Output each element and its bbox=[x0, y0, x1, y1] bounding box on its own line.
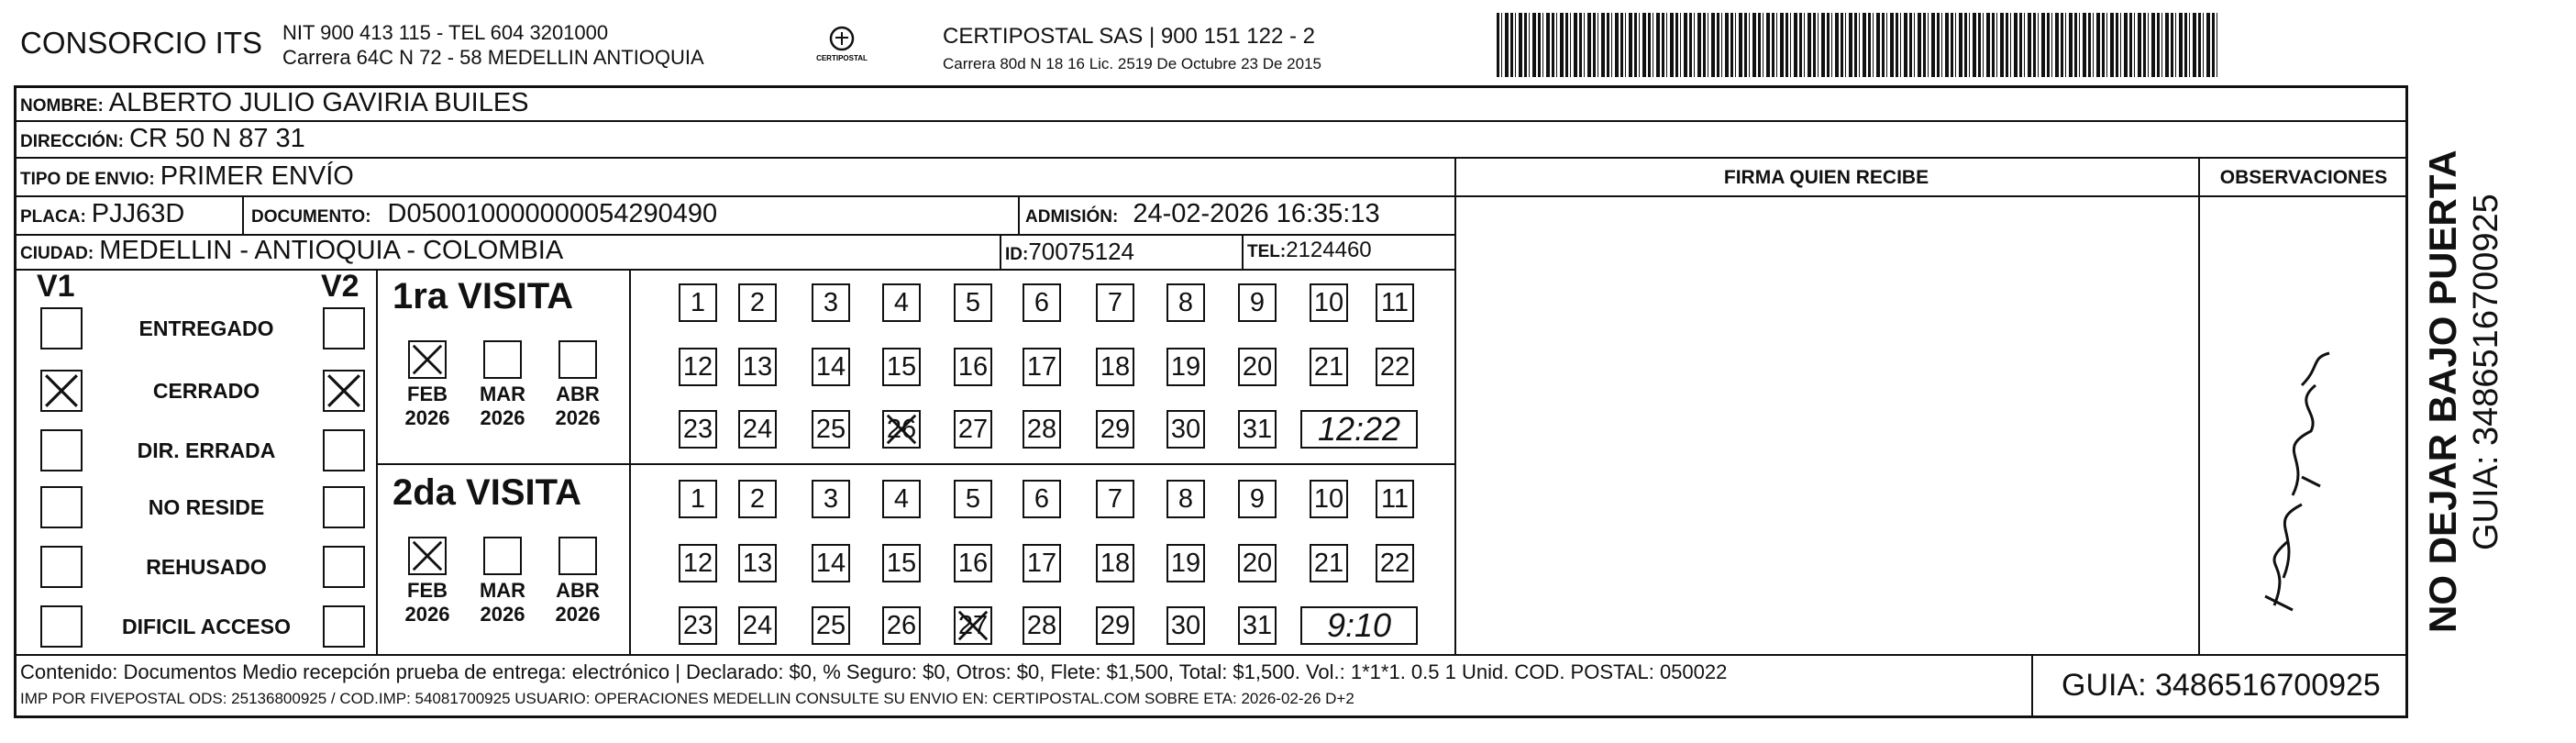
day-box[interactable] bbox=[1166, 544, 1205, 582]
day-box[interactable] bbox=[738, 348, 777, 386]
v1-checkbox[interactable] bbox=[40, 370, 83, 412]
day-number: 4 bbox=[893, 288, 910, 317]
visit-time[interactable]: 12:22 bbox=[1300, 410, 1418, 449]
field-ciudad bbox=[20, 236, 563, 266]
documento-label: DOCUMENTO: bbox=[251, 207, 371, 227]
day-number: 12 bbox=[682, 352, 713, 382]
day-number: 22 bbox=[1379, 549, 1410, 578]
admision-sep bbox=[1018, 195, 1020, 234]
month-checkbox[interactable] bbox=[483, 340, 522, 379]
month-label bbox=[473, 383, 532, 430]
day-number: 14 bbox=[815, 352, 846, 382]
day-number: 24 bbox=[742, 415, 773, 444]
col-header-line bbox=[1454, 195, 2407, 197]
day-box[interactable] bbox=[882, 348, 921, 386]
visit-label-sep bbox=[629, 269, 631, 654]
day-box[interactable] bbox=[1096, 544, 1134, 582]
day-box[interactable] bbox=[1238, 606, 1277, 645]
visit-time[interactable]: 9:10 bbox=[1300, 606, 1418, 645]
month-year: 2026 bbox=[480, 603, 525, 626]
ciudad-label: CIUDAD: bbox=[20, 244, 94, 263]
day-box[interactable] bbox=[1023, 606, 1061, 645]
company-name: CONSORCIO ITS bbox=[20, 26, 263, 60]
day-box[interactable] bbox=[1023, 348, 1061, 386]
visit-title: 2da VISITA bbox=[392, 472, 581, 513]
day-number: 15 bbox=[886, 352, 917, 382]
day-number: 27 bbox=[957, 611, 989, 640]
tipo-label: TIPO DE ENVIO: bbox=[20, 170, 155, 189]
day-number: 28 bbox=[1026, 611, 1057, 640]
day-box[interactable] bbox=[882, 544, 921, 582]
v2-header: V2 bbox=[321, 269, 359, 304]
day-number: 3 bbox=[823, 288, 839, 317]
tel-sep bbox=[1242, 234, 1244, 269]
day-number: 24 bbox=[742, 611, 773, 640]
day-box[interactable] bbox=[1310, 348, 1348, 386]
day-box[interactable] bbox=[812, 544, 850, 582]
nombre-label: NOMBRE: bbox=[20, 96, 104, 116]
day-number: 29 bbox=[1100, 611, 1131, 640]
day-box[interactable] bbox=[1096, 606, 1134, 645]
day-box[interactable] bbox=[1096, 410, 1134, 449]
field-tel bbox=[1247, 238, 1372, 263]
day-box[interactable] bbox=[1238, 480, 1277, 518]
row-sep-1 bbox=[14, 120, 2407, 122]
month-year: 2026 bbox=[480, 406, 525, 429]
day-number: 4 bbox=[893, 484, 910, 514]
day-number: 31 bbox=[1242, 611, 1273, 640]
month-checkbox[interactable] bbox=[558, 537, 597, 575]
day-number: 11 bbox=[1380, 288, 1410, 317]
footer-imp: IMP POR FIVEPOSTAL ODS: 25136800925 / COD.IMP: 54081700925 USUARIO: OPERACIONES MEDELLIN CONSULTE SU ENVIO EN: CERTIPOSTAL.COM SOBRE ETA: 2026-02-26 D+2 bbox=[20, 690, 1354, 707]
status-label: CERRADO bbox=[152, 379, 260, 403]
day-box[interactable] bbox=[882, 410, 921, 449]
day-box[interactable] bbox=[1238, 544, 1277, 582]
day-box[interactable] bbox=[1238, 410, 1277, 449]
side-guia: GUIA: 3486516700925 bbox=[2467, 194, 2505, 550]
day-box[interactable] bbox=[679, 480, 717, 518]
day-number: 5 bbox=[965, 484, 981, 514]
frame-left bbox=[14, 85, 17, 718]
month-checkbox[interactable] bbox=[483, 537, 522, 575]
day-box[interactable] bbox=[1096, 283, 1134, 322]
day-box[interactable] bbox=[882, 283, 921, 322]
v1-checkbox[interactable] bbox=[40, 546, 83, 588]
placa-label: PLACA: bbox=[20, 207, 86, 227]
month-label bbox=[548, 383, 607, 430]
day-box[interactable] bbox=[1023, 544, 1061, 582]
admision-value: 24-02-2026 16:35:13 bbox=[1133, 199, 1380, 228]
month-label bbox=[548, 579, 607, 627]
day-box[interactable] bbox=[1310, 544, 1348, 582]
tipo-value: PRIMER ENVÍO bbox=[160, 161, 354, 191]
day-box[interactable] bbox=[954, 480, 992, 518]
status-label: NO RESIDE bbox=[148, 495, 265, 519]
day-box[interactable] bbox=[954, 348, 992, 386]
day-box[interactable] bbox=[679, 348, 717, 386]
day-number: 9 bbox=[1249, 288, 1266, 317]
day-number: 26 bbox=[886, 415, 917, 444]
day-number: 30 bbox=[1170, 415, 1201, 444]
observaciones-header: OBSERVACIONES bbox=[2219, 167, 2388, 188]
day-number: 11 bbox=[1380, 484, 1410, 514]
day-box[interactable] bbox=[679, 283, 717, 322]
day-number: 8 bbox=[1177, 484, 1194, 514]
day-number: 5 bbox=[965, 288, 981, 317]
field-nombre bbox=[20, 88, 529, 118]
day-number: 7 bbox=[1107, 288, 1123, 317]
day-number: 1 bbox=[690, 288, 706, 317]
day-box[interactable] bbox=[812, 348, 850, 386]
id-sep bbox=[1000, 234, 1001, 269]
month-year: 2026 bbox=[404, 406, 450, 429]
day-number: 6 bbox=[1034, 484, 1050, 514]
row-sep-footer bbox=[14, 654, 2407, 656]
day-number: 28 bbox=[1026, 415, 1057, 444]
day-number: 25 bbox=[815, 415, 846, 444]
day-box[interactable] bbox=[954, 283, 992, 322]
day-number: 29 bbox=[1100, 415, 1131, 444]
day-box[interactable] bbox=[812, 410, 850, 449]
tel-value: 2124460 bbox=[1286, 238, 1372, 262]
day-number: 23 bbox=[682, 611, 713, 640]
month-name: MAR bbox=[479, 383, 526, 405]
month-name: FEB bbox=[407, 383, 448, 405]
day-number: 25 bbox=[815, 611, 846, 640]
status-label: DIR. ERRADA bbox=[137, 438, 276, 462]
day-number: 1 bbox=[690, 484, 706, 514]
month-checkbox[interactable] bbox=[558, 340, 597, 379]
day-box[interactable] bbox=[1376, 348, 1414, 386]
day-box[interactable] bbox=[954, 410, 992, 449]
month-year: 2026 bbox=[555, 603, 601, 626]
month-year: 2026 bbox=[555, 406, 601, 429]
field-direccion bbox=[20, 124, 305, 154]
day-number: 19 bbox=[1170, 549, 1201, 578]
row-sep-3 bbox=[14, 195, 1455, 197]
month-label bbox=[473, 579, 532, 627]
month-checkbox[interactable] bbox=[408, 340, 447, 379]
day-box[interactable] bbox=[1096, 348, 1134, 386]
day-number: 18 bbox=[1100, 549, 1131, 578]
company-address: Carrera 64C N 72 - 58 MEDELLIN ANTIOQUIA bbox=[282, 46, 704, 69]
month-year: 2026 bbox=[404, 603, 450, 626]
day-box[interactable] bbox=[1310, 480, 1348, 518]
day-number: 26 bbox=[886, 611, 917, 640]
ciudad-value: MEDELLIN - ANTIOQUIA - COLOMBIA bbox=[99, 236, 564, 265]
day-number: 9 bbox=[1249, 484, 1266, 514]
day-box[interactable] bbox=[679, 606, 717, 645]
footer-guia-sep bbox=[2031, 654, 2033, 716]
day-box[interactable] bbox=[1023, 480, 1061, 518]
day-box[interactable] bbox=[679, 544, 717, 582]
placa-sep bbox=[242, 195, 244, 234]
month-name: ABR bbox=[556, 579, 600, 602]
day-number: 2 bbox=[749, 288, 766, 317]
day-box[interactable] bbox=[812, 606, 850, 645]
day-box[interactable] bbox=[1023, 410, 1061, 449]
day-box[interactable] bbox=[738, 606, 777, 645]
field-admision bbox=[1025, 199, 1380, 229]
carrier-info: CERTIPOSTAL SAS | 900 151 122 - 2 bbox=[943, 24, 1315, 49]
month-checkbox[interactable] bbox=[408, 537, 447, 575]
day-box[interactable] bbox=[1238, 348, 1277, 386]
day-number: 17 bbox=[1026, 549, 1057, 578]
visit-title: 1ra VISITA bbox=[392, 276, 574, 316]
status-label: DIFICIL ACCESO bbox=[121, 615, 291, 638]
firma-header: FIRMA QUIEN RECIBE bbox=[1723, 167, 1929, 188]
direccion-label: DIRECCIÓN: bbox=[20, 132, 124, 151]
v2-checkbox[interactable] bbox=[323, 307, 365, 349]
day-number: 18 bbox=[1100, 352, 1131, 382]
day-box[interactable] bbox=[738, 544, 777, 582]
v1-checkbox[interactable] bbox=[40, 429, 83, 471]
day-number: 17 bbox=[1026, 352, 1057, 382]
month-name: MAR bbox=[479, 579, 526, 602]
day-box[interactable] bbox=[1166, 606, 1205, 645]
v1-checkbox[interactable] bbox=[40, 486, 83, 528]
day-number: 15 bbox=[886, 549, 917, 578]
day-number: 30 bbox=[1170, 611, 1201, 640]
field-documento bbox=[251, 199, 717, 229]
day-box[interactable] bbox=[954, 544, 992, 582]
carrier-address: Carrera 80d N 18 16 Lic. 2519 De Octubre 23 De 2015 bbox=[943, 55, 1321, 72]
day-number: 23 bbox=[682, 415, 713, 444]
v2-checkbox[interactable] bbox=[323, 486, 365, 528]
admision-label: ADMISIÓN: bbox=[1025, 207, 1119, 227]
day-box[interactable] bbox=[738, 283, 777, 322]
footer-guia: GUIA: 3486516700925 bbox=[2062, 668, 2381, 703]
status-sep bbox=[376, 269, 378, 654]
day-box[interactable] bbox=[1166, 283, 1205, 322]
month-label bbox=[398, 383, 457, 430]
day-box[interactable] bbox=[1376, 480, 1414, 518]
day-box[interactable] bbox=[812, 283, 850, 322]
day-number: 7 bbox=[1107, 484, 1123, 514]
id-label: ID: bbox=[1005, 245, 1029, 264]
day-number: 10 bbox=[1313, 288, 1344, 317]
v2-checkbox[interactable] bbox=[323, 429, 365, 471]
day-number: 20 bbox=[1242, 549, 1273, 578]
day-number: 8 bbox=[1177, 288, 1194, 317]
day-number: 2 bbox=[749, 484, 766, 514]
status-label: ENTREGADO bbox=[138, 316, 274, 340]
day-number: 22 bbox=[1379, 352, 1410, 382]
day-number: 3 bbox=[823, 484, 839, 514]
day-box[interactable] bbox=[1166, 480, 1205, 518]
day-number: 20 bbox=[1242, 352, 1273, 382]
day-number: 10 bbox=[1313, 484, 1344, 514]
month-name: FEB bbox=[407, 579, 448, 602]
barcode bbox=[1497, 13, 2219, 77]
v2-checkbox[interactable] bbox=[323, 370, 365, 412]
day-box[interactable] bbox=[1376, 283, 1414, 322]
v1-checkbox[interactable] bbox=[40, 605, 83, 648]
day-number: 16 bbox=[957, 549, 989, 578]
v1-header: V1 bbox=[37, 269, 75, 304]
day-number: 31 bbox=[1242, 415, 1273, 444]
col-sep-firma bbox=[1454, 157, 1456, 655]
day-box[interactable] bbox=[954, 606, 992, 645]
day-box[interactable] bbox=[738, 410, 777, 449]
side-warning: NO DEJAR BAJO PUERTA bbox=[2421, 150, 2464, 633]
day-box[interactable] bbox=[1376, 544, 1414, 582]
day-number: 12 bbox=[682, 549, 713, 578]
field-placa bbox=[20, 199, 184, 229]
svg-text:CERTIPOSTAL: CERTIPOSTAL bbox=[816, 54, 868, 62]
frame-bottom bbox=[14, 715, 2407, 718]
day-number: 6 bbox=[1034, 288, 1050, 317]
day-box[interactable] bbox=[882, 480, 921, 518]
company-nit: NIT 900 413 115 - TEL 604 3201000 bbox=[282, 21, 609, 44]
day-box[interactable] bbox=[1023, 283, 1061, 322]
id-value: 70075124 bbox=[1028, 238, 1135, 265]
day-number: 13 bbox=[742, 352, 773, 382]
day-box[interactable] bbox=[1310, 283, 1348, 322]
status-label: REHUSADO bbox=[146, 555, 267, 579]
day-number: 16 bbox=[957, 352, 989, 382]
signature bbox=[2238, 349, 2366, 615]
day-box[interactable] bbox=[882, 606, 921, 645]
tel-label: TEL: bbox=[1247, 242, 1287, 261]
direccion-value: CR 50 N 87 31 bbox=[128, 124, 305, 153]
day-number: 14 bbox=[815, 549, 846, 578]
v1-checkbox[interactable] bbox=[40, 307, 83, 349]
day-box[interactable] bbox=[1096, 480, 1134, 518]
col-sep-obs bbox=[2198, 157, 2200, 655]
day-number: 19 bbox=[1170, 352, 1201, 382]
month-name: ABR bbox=[556, 383, 600, 405]
row-sep-5 bbox=[14, 269, 1455, 271]
placa-value: PJJ63D bbox=[91, 199, 185, 228]
day-number: 21 bbox=[1313, 549, 1344, 578]
nombre-value: ALBERTO JULIO GAVIRIA BUILES bbox=[108, 88, 529, 117]
day-box[interactable] bbox=[812, 480, 850, 518]
day-box[interactable] bbox=[1166, 410, 1205, 449]
day-number: 27 bbox=[957, 415, 989, 444]
v2-checkbox[interactable] bbox=[323, 546, 365, 588]
field-tipo bbox=[20, 161, 354, 192]
footer-contenido: Contenido: Documentos Medio recepción prueba de entrega: electrónico | Declarado: $0, % Seguro: $0, Otros: $0, Flete: $1,500, Total: $1,500. Vol.: 1*1*1. 0.5 1 Unid. COD. POSTAL: 050022 bbox=[20, 660, 1728, 683]
v2-checkbox[interactable] bbox=[323, 605, 365, 648]
day-number: 13 bbox=[742, 549, 773, 578]
month-label bbox=[398, 579, 457, 627]
certipostal-logo bbox=[814, 24, 869, 68]
day-box[interactable] bbox=[738, 480, 777, 518]
day-number: 21 bbox=[1313, 352, 1344, 382]
day-box[interactable] bbox=[1238, 283, 1277, 322]
day-box[interactable] bbox=[679, 410, 717, 449]
visit-divider bbox=[376, 463, 1454, 465]
day-box[interactable] bbox=[1166, 348, 1205, 386]
documento-value: D050010000000054290490 bbox=[387, 199, 718, 228]
field-id bbox=[1005, 238, 1134, 266]
row-sep-2 bbox=[14, 157, 2407, 159]
